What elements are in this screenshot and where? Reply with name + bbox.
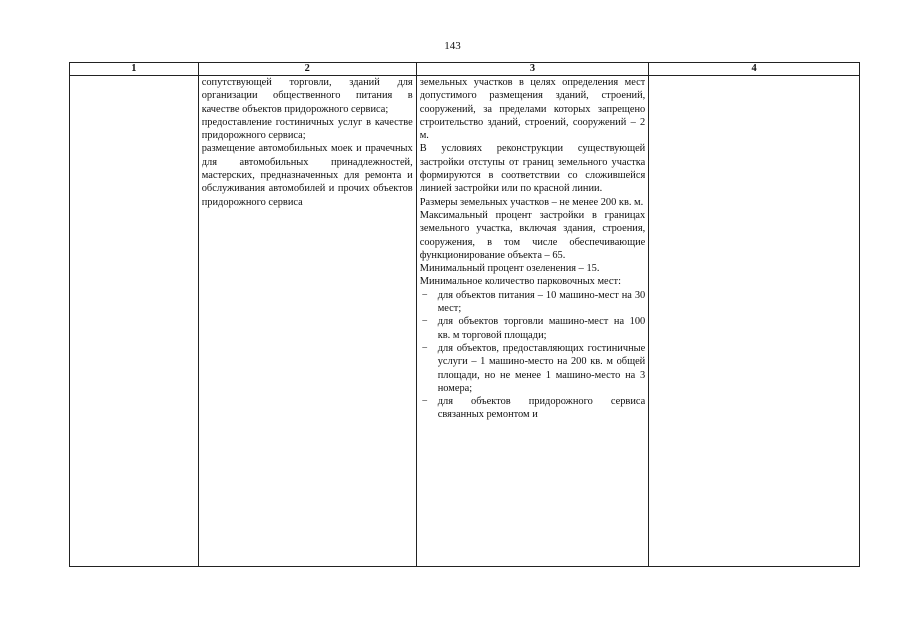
list-item: − для объектов придорожного сервиса связанных ремонтом и [421,396,646,421]
dash-marker: − [421,342,428,354]
col3-paragraph: Минимальное количество парковочных мест: [419,276,621,288]
header-cell-2: 2 [198,63,416,76]
col3-paragraph: Максимальный процент застройки в границах земельного участка, включая здания, строения, сооружения, в том числе обеспечивающие функционирование объекта – 65. [419,209,646,261]
header-cell-4: 4 [649,63,860,76]
header-row [70,63,860,76]
dash-marker: − [421,316,428,328]
list-item: − для объектов питания – 10 машино-мест на 30 мест; [421,289,646,315]
col3-paragraph: В условиях реконструкции существующей застройки отступы от границ земельного участка формируются в соответствии со сложившейся линией застройки или по красной линии. [419,143,646,195]
table-row [70,76,860,567]
cell-col1 [70,76,199,567]
dash-marker: − [421,289,428,301]
cell-col2 [198,76,416,567]
header-cell-3: 3 [416,63,649,76]
col2-paragraph: размещение автомобильных моек и прачечных для автомобильных принадлежностей, мастерских, предназначенных для ремонта и обслуживания автомобилей и прочих объектов придорожного сервиса [201,143,413,208]
page-number: 143 [444,40,461,52]
col3-paragraph: земельных участков в целях определения мест допустимого размещения зданий, строений, сооружений, за пределами которых запрещено строительство зданий, строений, сооружений – 2 м. [419,77,646,142]
cell-col4 [649,76,860,567]
parking-list [420,289,646,422]
header-cell-1: 1 [70,63,199,76]
col3-paragraph: Минимальный процент озеленения – 15. [419,263,600,275]
cell-col3 [416,76,649,567]
dash-marker: − [421,396,428,408]
col2-paragraph: предоставление гостиничных услуг в качестве придорожного сервиса; [201,116,413,142]
list-item: − для объектов торговли машино-мест на 100 кв. м торговой площади; [421,316,646,341]
col2-paragraph: сопутствующей торговли, зданий для организации общественного питания в качестве объектов придорожного сервиса; [201,77,413,115]
col3-paragraph: Размеры земельных участков – не менее 200 кв. м. [419,196,644,208]
regulations-table [69,62,860,567]
list-item: − для объектов, предоставляющих гостиничные услуги – 1 машино-место на 200 кв. м общей площади, но не менее 1 машино-место на 3 номера; [421,342,646,394]
